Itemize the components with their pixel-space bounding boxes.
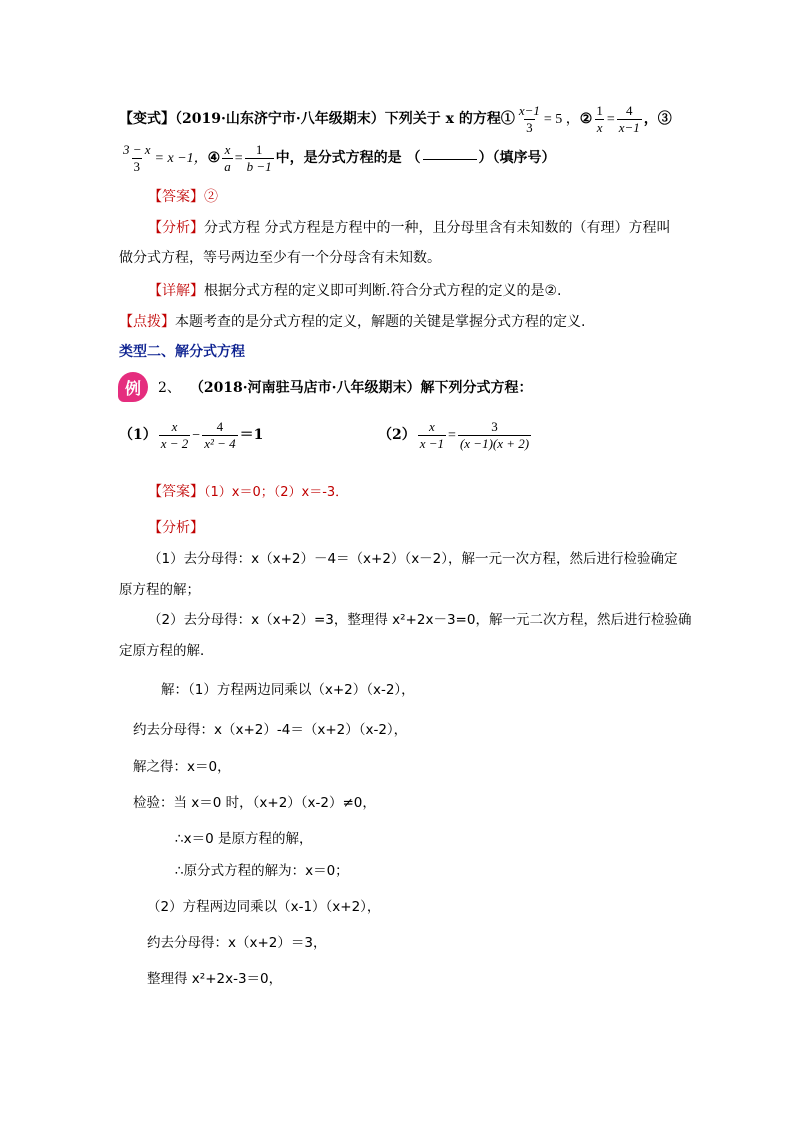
p1-fraction-right: $\frac{4}{\text{x² − 4}}$: [204, 419, 236, 451]
solution-step-7: （2）方程两边同乘以（x-1）（x+2），: [147, 899, 381, 915]
eq3-fraction: $\frac{3 - x}{3}$: [123, 142, 151, 174]
analysis-2-line-2: 定原方程的解．: [119, 643, 214, 659]
variant-line-1: 【变式】（2019·山东济宁市·八年级期末）下列关于 x 的方程① $\frac{x-1}{3}$ = 5 ，② $\frac{1}{x}$ = $\frac{4}{x-1}$ ，③: [119, 103, 672, 135]
eq2-fraction-right: $\frac{4}{x-1}$: [618, 103, 640, 135]
answer-blank: [423, 159, 477, 160]
eq4-fraction-right: $\frac{1}{b -1}$: [246, 142, 272, 174]
solution-step-4: 检验：当 x＝0 时，（x+2）（x-2）≠0，: [133, 795, 376, 811]
variant-tip: 【点拨】本题考查的是分式方程的定义，解题的关键是掌握分式方程的定义.: [119, 314, 586, 330]
analysis-1-line-2: 原方程的解；: [119, 582, 200, 598]
eq1-fraction: $\frac{x-1}{3}$: [518, 103, 540, 135]
eq-marker-1: ①: [500, 111, 515, 128]
p1-fraction-left: $\frac{x}{x - 2}$: [160, 419, 189, 451]
example-answer: 【答案】（1）x＝0；（2）x＝-3．: [148, 484, 349, 500]
solution-step-9: 整理得 x²+2x-3＝0，: [147, 971, 283, 987]
solution-step-1: 解：（1）方程两边同乘以（x+2）（x-2），: [161, 682, 415, 698]
problem-1: （1） $\frac{x}{x - 2}$ − $\frac{4}{\text{x² − 4}}$ ＝1: [119, 419, 264, 451]
variant-answer: 【答案】②: [148, 189, 218, 205]
solution-step-3: 解之得：x＝0，: [133, 759, 231, 775]
p2-fraction-left: $\frac{x}{x -1}$: [419, 419, 445, 451]
eq-marker-4: ④: [207, 150, 221, 167]
variant-question: 中，是分式方程的是 （: [275, 150, 421, 167]
eq1-rhs: = 5 ，: [543, 112, 580, 128]
solution-step-5: ∴x＝0 是原方程的解，: [175, 831, 313, 847]
p2-fraction-right: $\frac{3}{(x -1)(x + 2)}$: [459, 419, 530, 451]
variant-line-2: $\frac{3 - x}{3}$ = x −1，④ $\frac{x}{a}$ = $\frac{1}{b -1}$ 中，是分式方程的是 （ ）（填序号）: [123, 142, 556, 174]
variant-tag: 【变式】: [119, 111, 175, 128]
section-heading: 类型二、解分式方程: [119, 344, 245, 360]
example-badge: 例: [118, 372, 148, 402]
example-analysis-tag: 【分析】: [148, 520, 204, 536]
variant-analysis: 【分析】分式方程 分式方程是方程中的一种，且分母里含有未知数的（有理）方程叫: [148, 220, 671, 236]
variant-detail: 【详解】根据分式方程的定义即可判断.符合分式方程的定义的是②.: [148, 283, 562, 299]
analysis-2-line-1: （2）去分母得：x（x+2）=3，整理得 x²+2x－3=0，解一元二次方程，然后进行检验确: [148, 612, 692, 628]
eq-marker-3: ③: [657, 111, 672, 128]
solution-step-8: 约去分母得：x（x+2）＝3，: [147, 935, 327, 951]
variant-source: （2019·山东济宁市·八年级期末）: [175, 111, 385, 128]
problem-2: （2） $\frac{x}{x -1}$ = $\frac{3}{(x -1)(x + 2)}$: [378, 419, 530, 451]
example-question: 2、 （2018·河南驻马店市·八年级期末）解下列分式方程：: [158, 380, 533, 396]
analysis-1-line-1: （1）去分母得：x（x+2）－4＝（x+2）（x－2），解一元一次方程，然后进行检验确定: [148, 551, 678, 567]
eq2-fraction-left: $\frac{1}{x}$: [596, 103, 603, 135]
eq4-fraction-left: $\frac{x}{a}$: [224, 142, 231, 174]
variant-analysis-cont: 做分式方程，等号两边至少有一个分母含有未知数。: [119, 250, 441, 266]
solution-step-6: ∴原分式方程的解为：x＝0；: [175, 863, 349, 879]
variant-lead: 下列关于 x 的方程: [384, 111, 501, 128]
eq-marker-2: ②: [579, 111, 593, 128]
solution-step-2: 约去分母得：x（x+2）-4＝（x+2）（x-2），: [133, 722, 408, 738]
eq3-rhs: = x −1，: [154, 151, 208, 167]
